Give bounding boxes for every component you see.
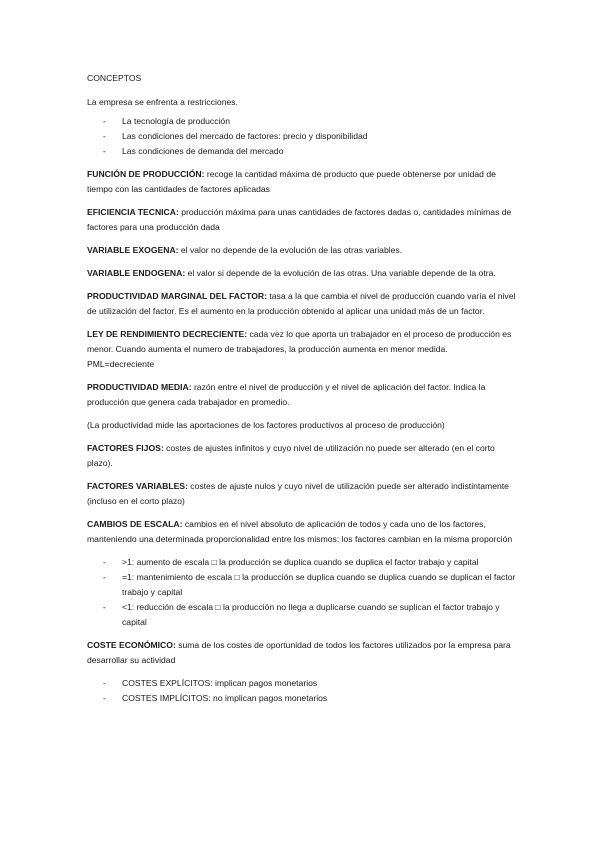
definition-text: tasa a la que cambia el nivel de producción cuando varía el nivel de utilización del factor. Es el aumento en la producción obtenido al aplicar una unidad más de un factor. <box>87 291 516 316</box>
definition-variable-endogena <box>87 266 517 281</box>
definition-term: VARIABLE ENDOGENA: <box>87 268 186 278</box>
definition-term: PRODUCTIVIDAD MARGINAL DEL FACTOR: <box>87 291 267 301</box>
list-item: - COSTES EXPLÍCITOS: implican pagos monetarios <box>87 676 517 691</box>
definition-text: el valor si depende de la evolución de las otras. Una variable depende de la otra. <box>185 268 496 278</box>
definition-factores-variables <box>87 479 517 509</box>
definition-term: FACTORES FIJOS: <box>87 443 164 453</box>
definition-text: costes de ajustes infinitos y cuyo nivel de utilización no puede ser alterado (en el corto plazo). <box>87 443 495 468</box>
definition-term: COSTE ECONÓMICO: <box>87 640 176 650</box>
definition-funcion-produccion <box>87 167 517 197</box>
list-item: - =1: mantenimiento de escala □ la producción se duplica cuando se duplica cuando se duplican el factor trabajo y capital <box>87 570 517 600</box>
document-content <box>87 71 517 714</box>
document-title: CONCEPTOS <box>87 73 142 83</box>
definition-text: recoge la cantidad máxima de producto que puede obtenerse por unidad de tiempo con las cantidades de factores aplicadas <box>87 169 496 194</box>
definition-coste-economico <box>87 638 517 668</box>
list-item: - <1: reducción de escala □ la producción no llega a duplicarse cuando se suplican el factor trabajo y capital <box>87 600 517 630</box>
definition-productividad-marginal <box>87 289 517 319</box>
definition-term: FUNCIÓN DE PRODUCCIÓN: <box>87 169 205 179</box>
definition-term: VARIABLE EXOGENA: <box>87 245 179 255</box>
definition-factores-fijos <box>87 441 517 471</box>
scale-list <box>87 555 517 630</box>
definition-text: cada vez lo que aporta un trabajador en el proceso de producción es menor. Cuando aumenta el numero de trabajadores, la producción aumenta en menor medida. PML=decreciente <box>87 329 512 369</box>
definition-eficiencia-tecnica <box>87 205 517 235</box>
definition-text: razón entre el nivel de producción y el nivel de aplicación del factor. Indica la producción que genera cada trabajador en promedio. <box>87 382 486 407</box>
definition-term: EFICIENCIA TECNICA: <box>87 207 179 217</box>
definition-term: FACTORES VARIABLES: <box>87 481 188 491</box>
list-item: - Las condiciones de demanda del mercado <box>87 144 517 159</box>
definition-text: el valor no depende de la evolución de las otras variables. <box>178 245 403 255</box>
cost-list <box>87 676 517 706</box>
intro-text: La empresa se enfrenta a restricciones. <box>87 97 238 107</box>
definition-ley-rendimiento <box>87 327 517 372</box>
list-item: - >1: aumento de escala □ la producción se duplica cuando se duplica el factor trabajo y capital <box>87 555 517 570</box>
definition-cambios-escala <box>87 517 517 547</box>
definition-term: LEY DE RENDIMIENTO DECRECIENTE: <box>87 329 248 339</box>
definition-term: PRODUCTIVIDAD MEDIA: <box>87 382 192 392</box>
list-item: - Las condiciones del mercado de factores: precio y disponibilidad <box>87 129 517 144</box>
productividad-note: (La productividad mide las aportaciones de los factores productivos al proceso de producción) <box>87 420 445 430</box>
restrictions-list <box>87 114 517 159</box>
definition-text: cambios en el nivel absoluto de aplicación de todos y cada uno de los factores, manteniendo una determinada proporcionalidad entre los mismos: los factores cambian en la misma proporción <box>87 519 513 544</box>
definition-term: CAMBIOS DE ESCALA: <box>87 519 183 529</box>
definition-variable-exogena <box>87 243 517 258</box>
definition-text: producción máxima para unas cantidades de factores dadas o, cantidades mínimas de factores para una producción dada <box>87 207 512 232</box>
list-item: - La tecnología de producción <box>87 114 517 129</box>
definition-text: costes de ajuste nulos y cuyo nivel de utilización puede ser alterado indistintamente (incluso en el corto plazo) <box>87 481 509 506</box>
list-item: - COSTES IMPLÍCITOS: no implican pagos monetarios <box>87 691 517 706</box>
definition-productividad-media <box>87 380 517 410</box>
definition-text: suma de los costes de oportunidad de todos los factores utilizados por la empresa para desarrollar su actividad <box>87 640 511 665</box>
